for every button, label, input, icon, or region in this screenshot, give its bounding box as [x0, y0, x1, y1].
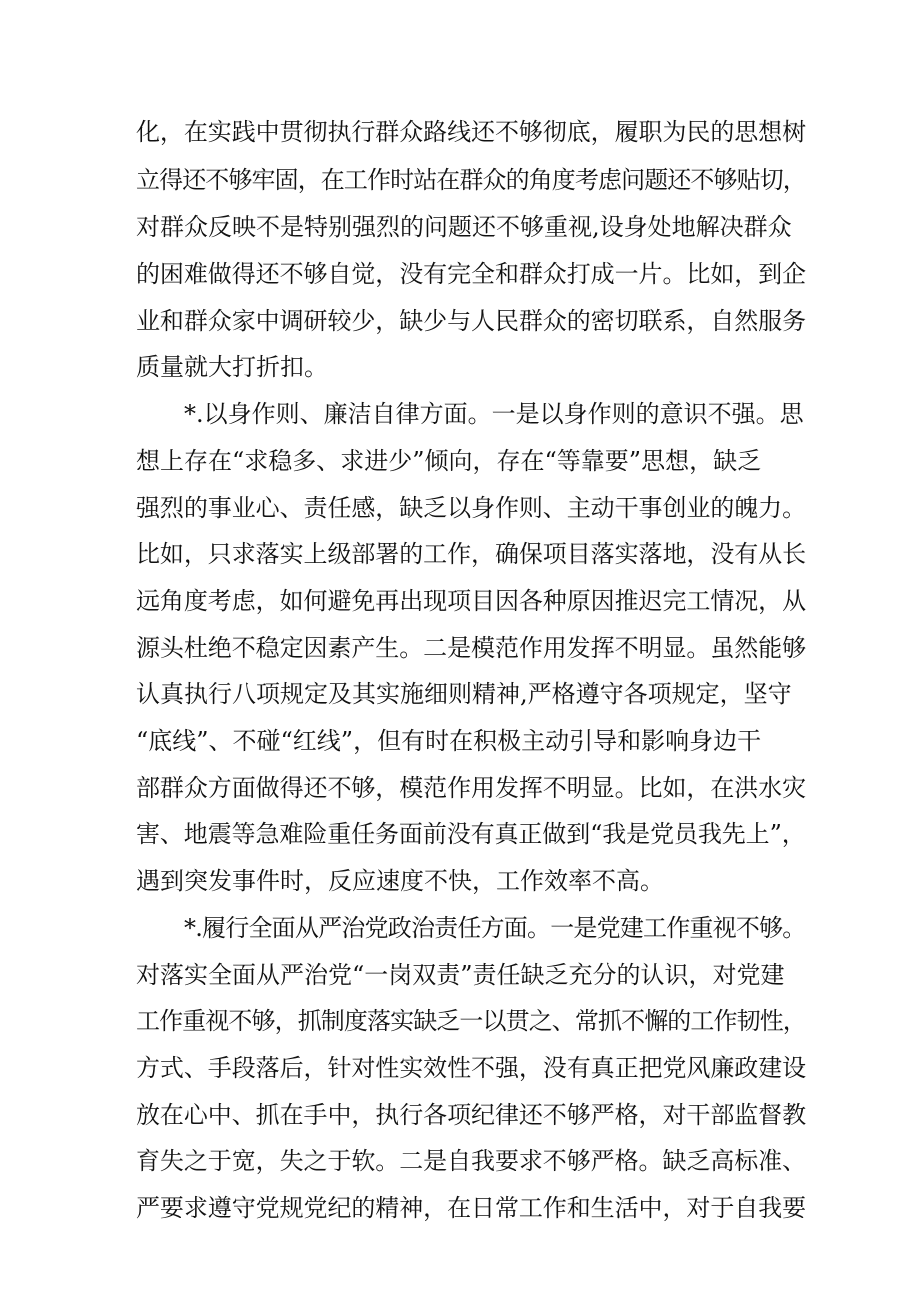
text-line: 方式、手段落后，针对性实效性不强，没有真正把党风廉政建设 — [136, 1054, 807, 1082]
text-line: 业和群众家中调研较少，缺少与人民群众的密切联系，自然服务 — [136, 307, 807, 335]
text-line-first: *.履行全面从严治党政治责任方面。一是党建工作重视不够。 — [184, 914, 806, 942]
text-line: 育失之于宽，失之于软。二是自我要求不够严格。缺乏高标准、 — [136, 1147, 807, 1175]
text-line: 想上存在“求稳多、求进少”倾向，存在“等靠要”思想，缺乏 — [136, 447, 762, 475]
text-line: 部群众方面做得还不够，模范作用发挥不明显。比如，在洪水灾 — [136, 774, 807, 802]
text-line: 化，在实践中贯彻执行群众路线还不够彻底，履职为民的思想树 — [136, 118, 807, 146]
text-line: 强烈的事业心、责任感，缺乏以身作则、主动干事创业的魄力。 — [136, 494, 807, 522]
text-line: 源头杜绝不稳定因素产生。二是模范作用发挥不明显。虽然能够 — [136, 634, 807, 662]
text-line: 对落实全面从严治党“一岗双责”责任缺乏充分的认识，对党建 — [136, 961, 785, 989]
text-line: “底线”、不碰“红线”，但有时在积极主动引导和影响身边干 — [136, 727, 762, 755]
text-line: 的困难做得还不够自觉，没有完全和群众打成一片。比如，到企 — [136, 260, 807, 288]
text-line-first: *.以身作则、廉洁自律方面。一是以身作则的意识不强。思 — [184, 400, 804, 428]
text-line: 远角度考虑，如何避免再出现项目因各种原因推迟完工情况，从 — [136, 587, 807, 615]
text-line: 遇到突发事件时，反应速度不快，工作效率不高。 — [136, 867, 664, 895]
text-line: 认真执行八项规定及其实施细则精神,严格遵守各项规定，坚守 — [136, 680, 792, 708]
text-line: 立得还不够牢固，在工作时站在群众的角度考虑问题还不够贴切， — [136, 166, 806, 194]
text-line: 比如，只求落实上级部署的工作，确保项目落实落地，没有从长 — [136, 540, 807, 568]
text-line: 严要求遵守党规党纪的精神，在日常工作和生活中，对于自我要 — [136, 1194, 807, 1222]
text-line: 质量就大打折扣。 — [136, 353, 328, 381]
text-line: 工作重视不够，抓制度落实缺乏一以贯之、常抓不懈的工作韧性， — [136, 1007, 806, 1035]
text-line: 对群众反映不是特别强烈的问题还不够重视,设身处地解决群众 — [136, 213, 792, 241]
text-line: 害、地震等急难险重任务面前没有真正做到“我是党员我先上”， — [136, 820, 806, 848]
text-line: 放在心中、抓在手中，执行各项纪律还不够严格，对干部监督教 — [136, 1101, 807, 1129]
